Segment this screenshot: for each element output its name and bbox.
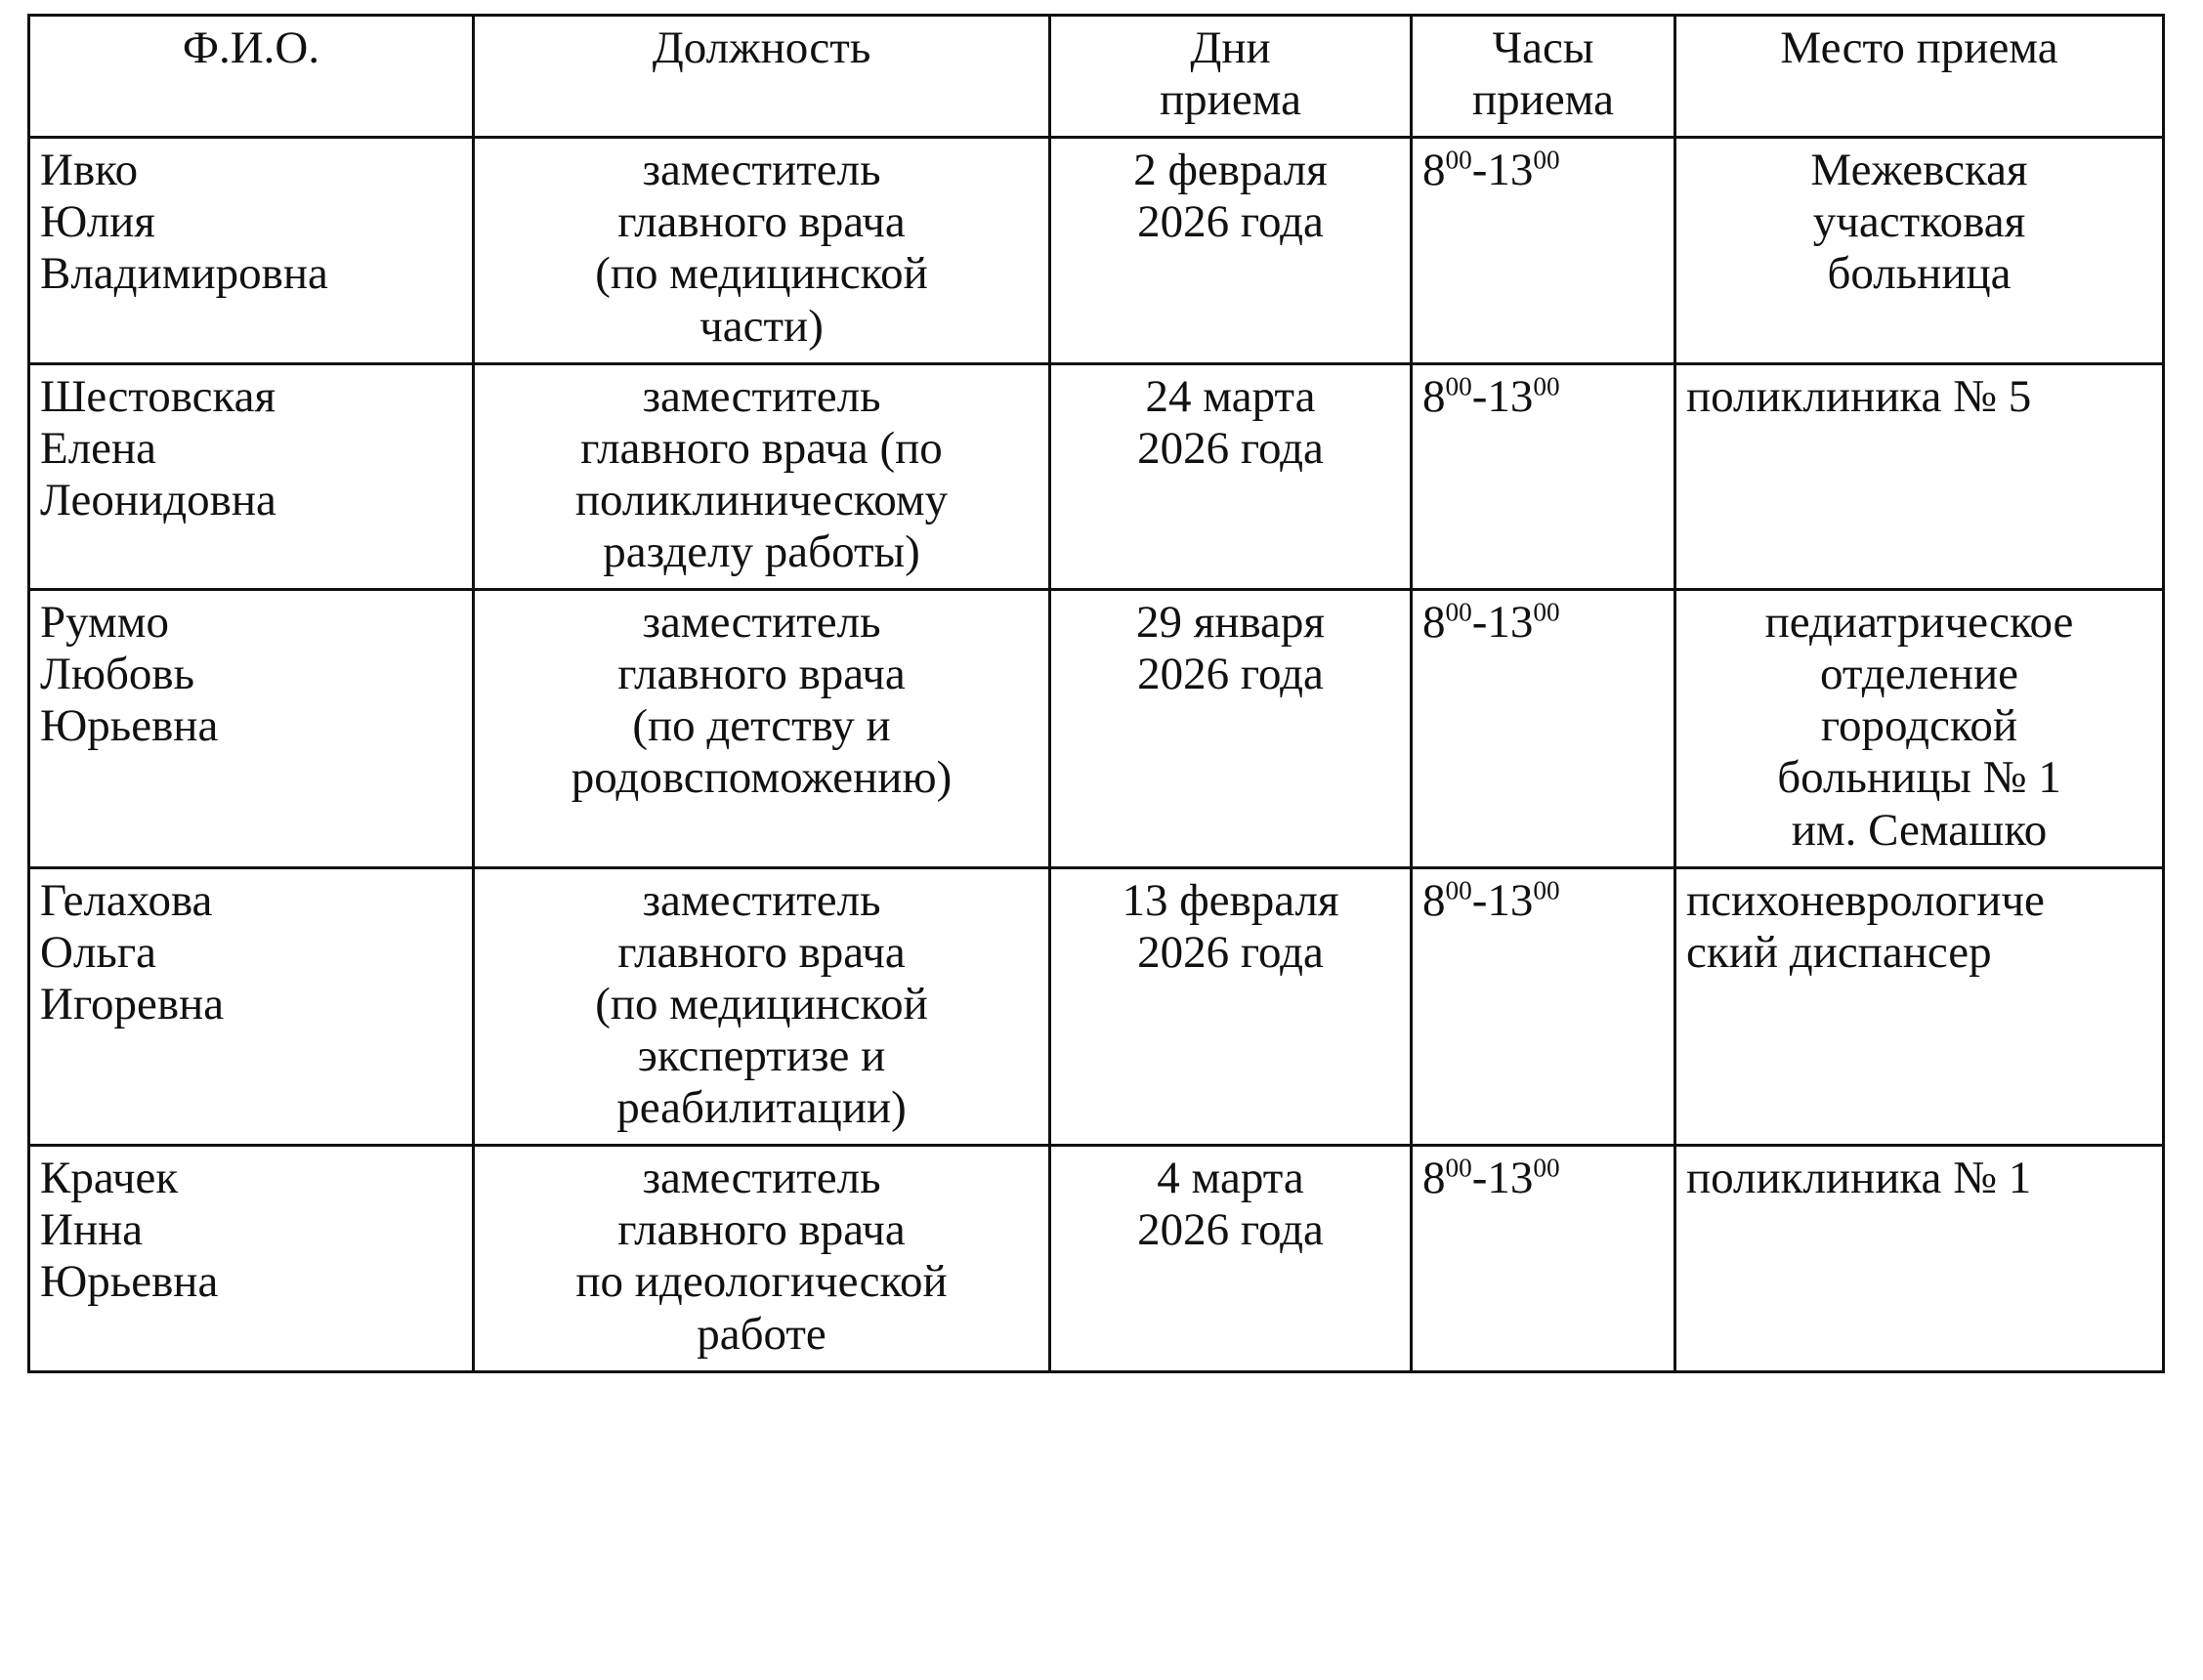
cell-position: заместитель главного врача (по медицинской экспертизе и реабилитации)	[474, 867, 1050, 1146]
cell-days: 24 марта 2026 года	[1050, 363, 1412, 589]
cell-hours: $8^{00}-13^{00}$	[1412, 867, 1675, 1146]
column-header-place: Место приема	[1675, 16, 2164, 138]
table-row	[29, 590, 2164, 868]
cell-fio: Ивко Юлия Владимировна	[29, 138, 474, 363]
column-header-fio: Ф.И.О.	[29, 16, 474, 138]
cell-place: педиатрическое отделение городской больницы № 1 им. Семашко	[1675, 590, 2164, 868]
cell-hours: $8^{00}-13^{00}$	[1412, 590, 1675, 868]
cell-place: поликлиника № 1	[1675, 1146, 2164, 1371]
cell-fio: Шестовская Елена Леонидовна	[29, 363, 474, 589]
cell-position: заместитель главного врача (по медицинской части)	[474, 138, 1050, 363]
cell-position: заместитель главного врача (по поликлиническому разделу работы)	[474, 363, 1050, 589]
table-row	[29, 1146, 2164, 1371]
column-header-days: Дни приема	[1050, 16, 1412, 138]
table-row	[29, 138, 2164, 363]
column-header-position: Должность	[474, 16, 1050, 138]
table-body	[29, 138, 2164, 1371]
cell-days: 13 февраля 2026 года	[1050, 867, 1412, 1146]
cell-fio: Руммо Любовь Юрьевна	[29, 590, 474, 868]
table-row	[29, 867, 2164, 1146]
cell-place: Межевская участковая больница	[1675, 138, 2164, 363]
cell-hours: $8^{00}-13^{00}$	[1412, 138, 1675, 363]
cell-hours: $8^{00}-13^{00}$	[1412, 363, 1675, 589]
cell-days: 4 марта 2026 года	[1050, 1146, 1412, 1371]
cell-place: психоневрологиче ский диспансер	[1675, 867, 2164, 1146]
cell-days: 29 января 2026 года	[1050, 590, 1412, 868]
cell-fio: Гелахова Ольга Игоревна	[29, 867, 474, 1146]
cell-hours: $8^{00}-13^{00}$	[1412, 1146, 1675, 1371]
cell-days: 2 февраля 2026 года	[1050, 138, 1412, 363]
cell-fio: Крачек Инна Юрьевна	[29, 1146, 474, 1371]
cell-position: заместитель главного врача (по детству и родовспоможению)	[474, 590, 1050, 868]
table-header	[29, 16, 2164, 138]
cell-position: заместитель главного врача по идеологической работе	[474, 1146, 1050, 1371]
reception-schedule-table	[27, 14, 2165, 1373]
header-row	[29, 16, 2164, 138]
column-header-hours: Часы приема	[1412, 16, 1675, 138]
cell-place: поликлиника № 5	[1675, 363, 2164, 589]
table-row	[29, 363, 2164, 589]
